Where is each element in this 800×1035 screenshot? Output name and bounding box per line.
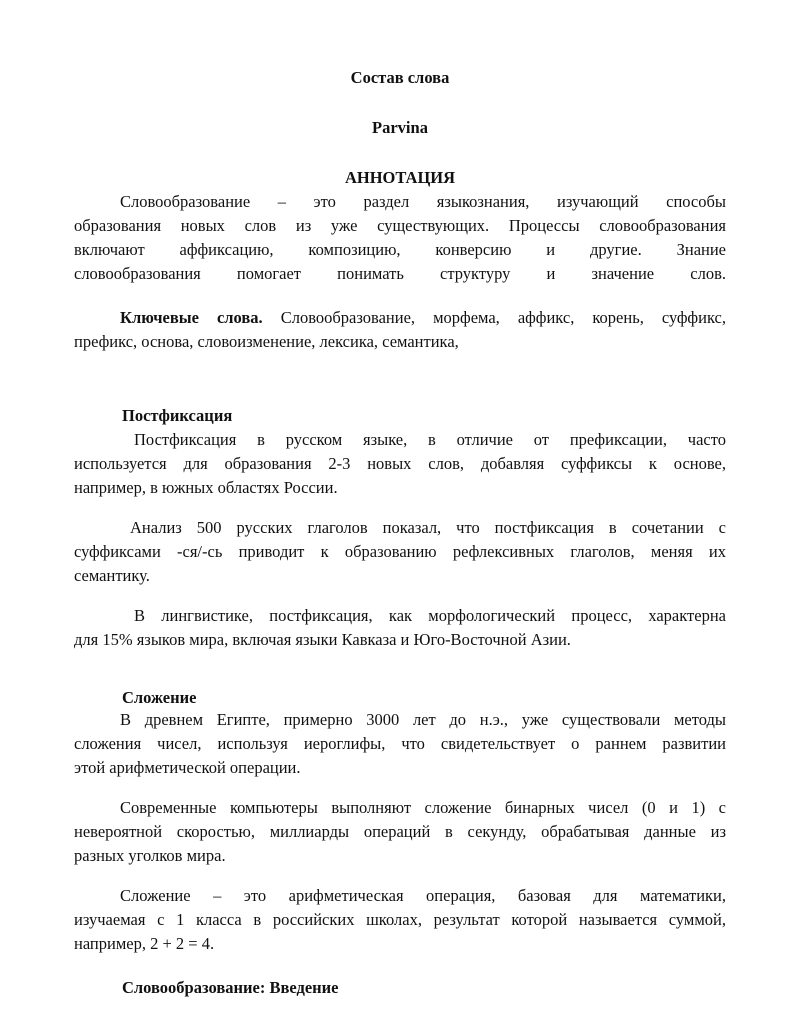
paragraph-line: В лингвистике, постфиксация, как морфологический процесс, характерна	[134, 606, 726, 625]
paragraph-line: используется для образования 2-3 новых слов, добавляя суффиксы к основе,	[74, 454, 726, 473]
abstract-line: Словообразование – это раздел языкознания, изучающий способы	[120, 192, 726, 211]
paragraph-line: семантику.	[74, 566, 150, 585]
paragraph-line: например, в южных областях России.	[74, 478, 338, 497]
paragraph-line: для 15% языков мира, включая языки Кавказа и Юго-Восточной Азии.	[74, 630, 571, 649]
paragraph-line: например, 2 + 2 = 4.	[74, 934, 215, 953]
paragraph-line: этой арифметической операции.	[74, 758, 301, 777]
keywords-text: Словообразование, морфема, аффикс, корень, суффикс,	[262, 308, 726, 327]
keywords-label: Ключевые слова.	[120, 308, 263, 327]
paragraph-line: невероятной скоростью, миллиарды операций в секунду, обрабатывая данные из	[74, 822, 726, 841]
paragraph-line: В древнем Египте, примерно 3000 лет до н.э., уже существовали методы	[120, 710, 726, 729]
author-name: Parvina	[372, 118, 428, 137]
addition-paragraph-1	[74, 708, 726, 780]
postfixation-paragraph-2	[74, 516, 726, 588]
paragraph-line: суффиксами -ся/-сь приводит к образованию рефлексивных глаголов, меняя их	[74, 542, 726, 561]
section-heading-postfixation: Постфиксация	[122, 406, 233, 425]
paragraph-line: сложения чисел, используя иероглифы, что свидетельствует о раннем развитии	[74, 734, 726, 753]
addition-paragraph-2	[74, 796, 726, 868]
postfixation-paragraph-3	[74, 604, 726, 652]
postfixation-paragraph-1	[74, 428, 726, 500]
keywords-line	[74, 306, 726, 330]
document-title: Состав слова	[350, 68, 450, 87]
section-heading-wordformation-intro: Словообразование: Введение	[122, 978, 339, 997]
section-heading-addition: Сложение	[122, 688, 197, 707]
paragraph-line: изучаемая с 1 класса в российских школах, результат которой называется суммой,	[74, 910, 726, 929]
paragraph-line: Сложение – это арифметическая операция, базовая для математики,	[120, 886, 726, 905]
paragraph-line: Постфиксация в русском языке, в отличие от префиксации, часто	[134, 430, 726, 449]
abstract-line: включают аффиксацию, композицию, конверсию и другие. Знание	[74, 240, 726, 259]
paragraph-line: Современные компьютеры выполняют сложение бинарных чисел (0 и 1) с	[120, 798, 726, 817]
abstract-heading: АННОТАЦИЯ	[344, 168, 456, 187]
paragraph-line: Анализ 500 русских глаголов показал, что постфиксация в сочетании с	[130, 518, 726, 537]
abstract-line: образования новых слов из уже существующих. Процессы словообразования	[74, 216, 726, 235]
abstract-paragraph	[74, 190, 726, 286]
paragraph-line: разных уголков мира.	[74, 846, 226, 865]
abstract-line: словообразования помогает понимать структуру и значение слов.	[74, 264, 726, 283]
keywords-paragraph	[74, 306, 726, 354]
addition-paragraph-3	[74, 884, 726, 956]
keywords-line: префикс, основа, словоизменение, лексика, семантика,	[74, 332, 459, 351]
